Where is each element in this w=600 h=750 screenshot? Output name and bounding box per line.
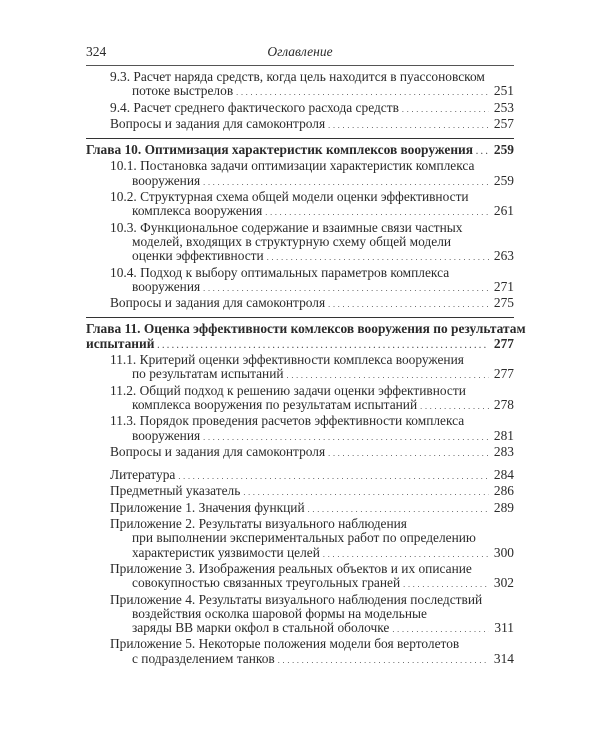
toc-entry-literature[interactable]: Литература . . . 284 (86, 468, 514, 484)
running-title: Оглавление (267, 44, 333, 59)
toc-entry-appendix-5[interactable]: Приложение 5. Некоторые положения модели боя вертолетов с подразделением танков . . . 314 (86, 637, 514, 668)
toc-entry-questions-9[interactable]: Вопросы и задания для самоконтроля . . . 257 (86, 117, 514, 133)
toc-entry-questions-10[interactable]: Вопросы и задания для самоконтроля . . . 275 (86, 296, 514, 312)
toc-entry-11-2[interactable]: 11.2. Общий подход к решению задачи оценки эффективности комплекса вооружения по результатам испытаний . . . 278 (86, 384, 514, 415)
toc-entry-appendix-3[interactable]: Приложение 3. Изображения реальных объектов и их описание совокупностью связанных треугольных граней . . . 302 (86, 562, 514, 593)
table-of-contents (86, 69, 526, 668)
toc-entry-9-4[interactable]: 9.4. Расчет среднего фактического расхода средств . . . 253 (86, 101, 514, 117)
dot-leader (236, 84, 489, 100)
toc-entry-9-3[interactable]: 9.3. Расчет наряда средств, когда цель находится в пуассоновском потоке выстрелов . . . 251 (86, 70, 514, 101)
page-ref: 251 (493, 83, 514, 99)
toc-entry-11-1[interactable]: 11.1. Критерий оценки эффективности комплекса вооружения по результатам испытаний . . . 277 (86, 353, 514, 384)
toc-entry-10-2[interactable]: 10.2. Структурная схема общей модели оценки эффективности комплекса вооружения . . . 261 (86, 190, 514, 221)
toc-entry-10-3[interactable]: 10.3. Функциональное содержание и взаимные связи частных моделей, входящих в структурную схему общей модели оценки эффективности . . . 263 (86, 221, 514, 266)
toc-chapter-11[interactable]: Глава 11. Оценка эффективности комлексов вооружения по результатам испытаний . . . 277 (86, 322, 514, 353)
page-number: 324 (86, 44, 107, 59)
header-rule (86, 65, 514, 66)
chapter-divider (86, 317, 514, 318)
toc-chapter-10[interactable]: Глава 10. Оптимизация характеристик комплексов вооружения . . . 259 (86, 143, 514, 159)
page-header (86, 44, 514, 64)
toc-entry-10-4[interactable]: 10.4. Подход к выбору оптимальных параметров комплекса вооружения . . . 271 (86, 266, 514, 297)
toc-entry-appendix-2[interactable]: Приложение 2. Результаты визуального наблюдения при выполнении экспериментальных работ по определению характеристик уязвимости целей . . . 300 (86, 517, 514, 562)
chapter-divider (86, 138, 514, 139)
toc-entry-appendix-1[interactable]: Приложение 1. Значения функций . . . 289 (86, 501, 514, 517)
toc-entry-subject-index[interactable]: Предметный указатель . . . 286 (86, 484, 514, 500)
toc-entry-10-1[interactable]: 10.1. Постановка задачи оптимизации характеристик комплекса вооружения . . . 259 (86, 159, 514, 190)
toc-entry-appendix-4[interactable]: Приложение 4. Результаты визуального наблюдения последствий воздействия осколка шаровой формы на модельные заряды ВВ марки окфол в стальной оболочке . . . 311 (86, 593, 514, 638)
toc-entry-questions-11[interactable]: Вопросы и задания для самоконтроля . . . 283 (86, 445, 514, 461)
toc-entry-11-3[interactable]: 11.3. Порядок проведения расчетов эффективности комплекса вооружения . . . 281 (86, 414, 514, 445)
